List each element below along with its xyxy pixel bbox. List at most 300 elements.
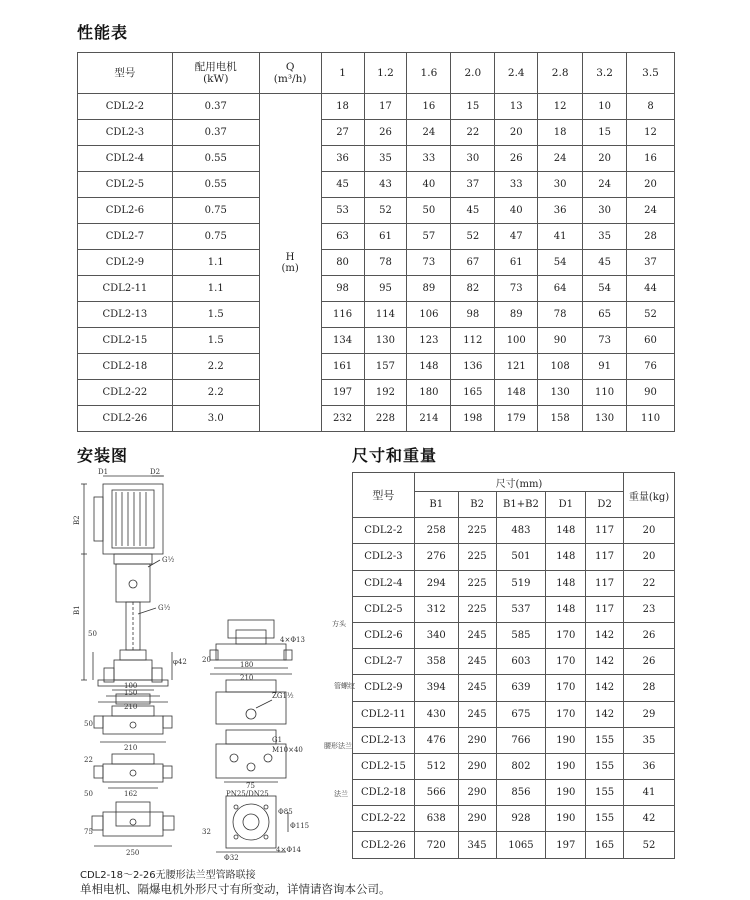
head-value-cell: 214 <box>407 406 451 432</box>
dimension-cell: 170 <box>546 622 586 648</box>
head-value-cell: 24 <box>583 172 627 198</box>
motor-cell: 1.1 <box>172 276 259 302</box>
dimension-cell: 190 <box>546 806 586 832</box>
dim-85: Φ85 <box>278 808 293 816</box>
dimension-cell: 170 <box>546 649 586 675</box>
dimension-cell: 766 <box>496 727 546 753</box>
table-row <box>78 302 675 328</box>
dimension-cell: 928 <box>496 806 546 832</box>
dim-115: Φ115 <box>290 822 310 830</box>
model-cell: CDL2-2 <box>353 518 415 544</box>
label-g2: G½ <box>158 604 171 612</box>
weight-cell: 41 <box>624 780 675 806</box>
head-value-cell: 47 <box>495 224 538 250</box>
head-value-cell: 36 <box>321 146 364 172</box>
head-value-cell: 8 <box>627 94 675 120</box>
head-value-cell: 198 <box>451 406 495 432</box>
dimension-cell: 585 <box>496 622 546 648</box>
flow-value: 3.2 <box>583 53 627 94</box>
head-value-cell: 134 <box>321 328 364 354</box>
model-cell: CDL2-18 <box>78 354 173 380</box>
dimension-cell: 1065 <box>496 832 546 858</box>
installation-note: 单相电机、隔爆电机外形尺寸有所变动，详情请咨询本公司。 <box>80 882 391 896</box>
dimension-cell: 603 <box>496 649 546 675</box>
weight-cell: 20 <box>624 518 675 544</box>
dimension-cell: 190 <box>546 753 586 779</box>
dimension-cell: 290 <box>458 727 496 753</box>
table-row <box>353 518 675 544</box>
dimension-cell: 639 <box>496 675 546 701</box>
head-value-cell: 50 <box>407 198 451 224</box>
head-value-cell: 98 <box>321 276 364 302</box>
head-value-cell: 61 <box>364 224 407 250</box>
dim-32b: Φ32 <box>224 854 239 862</box>
model-header: 型号 <box>78 53 173 94</box>
head-value-cell: 90 <box>627 380 675 406</box>
model-cell: CDL2-15 <box>353 753 415 779</box>
table-row <box>353 701 675 727</box>
head-value-cell: 63 <box>321 224 364 250</box>
head-value-cell: 80 <box>321 250 364 276</box>
dim-4x13: 4×Φ13 <box>280 636 305 644</box>
label-g1b: G1 <box>272 736 283 744</box>
model-cell: CDL2-4 <box>78 146 173 172</box>
table-row <box>353 675 675 701</box>
head-value-cell: 15 <box>583 120 627 146</box>
flow-value: 2.0 <box>451 53 495 94</box>
dim-210b: 210 <box>124 744 138 752</box>
dimension-cell: 245 <box>458 622 496 648</box>
model-cell: CDL2-3 <box>353 544 415 570</box>
flow-value: 2.8 <box>538 53 583 94</box>
table-row <box>353 832 675 858</box>
dims-col-d2: D2 <box>586 492 624 518</box>
dimension-cell: 512 <box>414 753 458 779</box>
label-thread: 管螺纹 <box>334 682 355 690</box>
model-cell: CDL2-11 <box>353 701 415 727</box>
head-value-cell: 16 <box>407 94 451 120</box>
weight-cell: 26 <box>624 622 675 648</box>
dim-b2: B2 <box>73 515 81 525</box>
head-value-cell: 89 <box>495 302 538 328</box>
head-value-cell: 45 <box>321 172 364 198</box>
dims-weight-header: 重量(kg) <box>624 473 675 518</box>
dimension-cell: 483 <box>496 518 546 544</box>
label-zg: ZG1½ <box>272 692 294 700</box>
dim-4x14: 4×Φ14 <box>276 846 301 854</box>
dim-d1: D1 <box>98 468 109 476</box>
dimension-cell: 675 <box>496 701 546 727</box>
model-cell: CDL2-15 <box>78 328 173 354</box>
dim-250: 250 <box>126 849 140 857</box>
label-oval: 腰形法兰 <box>324 742 352 750</box>
model-cell: CDL2-13 <box>353 727 415 753</box>
dimension-cell: 802 <box>496 753 546 779</box>
head-value-cell: 15 <box>451 94 495 120</box>
dimension-cell: 501 <box>496 544 546 570</box>
head-value-cell: 18 <box>538 120 583 146</box>
head-value-cell: 37 <box>451 172 495 198</box>
model-cell: CDL2-22 <box>353 806 415 832</box>
installation-drawing <box>73 462 366 862</box>
model-cell: CDL2-4 <box>353 570 415 596</box>
weight-cell: 42 <box>624 806 675 832</box>
head-value-cell: 16 <box>627 146 675 172</box>
dim-75b: 75 <box>246 782 255 790</box>
head-value-cell: 37 <box>627 250 675 276</box>
motor-cell: 2.2 <box>172 380 259 406</box>
head-value-cell: 33 <box>495 172 538 198</box>
table-row <box>78 172 675 198</box>
motor-cell: 0.75 <box>172 198 259 224</box>
model-cell: CDL2-26 <box>353 832 415 858</box>
dim-22: 22 <box>84 756 93 764</box>
model-cell: CDL2-26 <box>78 406 173 432</box>
head-value-cell: 30 <box>583 198 627 224</box>
head-value-cell: 20 <box>583 146 627 172</box>
head-value-cell: 73 <box>407 250 451 276</box>
head-value-cell: 57 <box>407 224 451 250</box>
head-value-cell: 22 <box>451 120 495 146</box>
table-row <box>353 570 675 596</box>
head-value-cell: 52 <box>627 302 675 328</box>
dim-d2: D2 <box>150 468 161 476</box>
model-cell: CDL2-9 <box>353 675 415 701</box>
head-value-cell: 76 <box>627 354 675 380</box>
head-value-cell: 180 <box>407 380 451 406</box>
dimension-cell: 225 <box>458 544 496 570</box>
dimension-cell: 566 <box>414 780 458 806</box>
head-value-cell: 10 <box>583 94 627 120</box>
flow-value: 1.2 <box>364 53 407 94</box>
dimension-cell: 225 <box>458 518 496 544</box>
head-value-cell: 73 <box>495 276 538 302</box>
label-pn: PN25/DN25 <box>226 790 269 798</box>
motor-cell: 2.2 <box>172 354 259 380</box>
motor-cell: 0.55 <box>172 146 259 172</box>
head-value-cell: 106 <box>407 302 451 328</box>
head-value-cell: 197 <box>321 380 364 406</box>
motor-cell: 1.5 <box>172 302 259 328</box>
head-value-cell: 52 <box>451 224 495 250</box>
head-value-cell: 108 <box>538 354 583 380</box>
head-value-cell: 24 <box>407 120 451 146</box>
motor-header: 配用电机 (kW) <box>172 53 259 94</box>
head-value-cell: 24 <box>627 198 675 224</box>
install-heading: 安装图 <box>77 446 129 465</box>
weight-cell: 52 <box>624 832 675 858</box>
dimension-cell: 245 <box>458 701 496 727</box>
dimension-cell: 312 <box>414 596 458 622</box>
dim-32: 32 <box>202 828 211 836</box>
dims-heading: 尺寸和重量 <box>352 446 438 465</box>
dimension-cell: 165 <box>586 832 624 858</box>
head-value-cell: 24 <box>538 146 583 172</box>
dimension-cell: 155 <box>586 727 624 753</box>
head-value-cell: 232 <box>321 406 364 432</box>
head-value-cell: 53 <box>321 198 364 224</box>
dimension-cell: 117 <box>586 596 624 622</box>
dimension-cell: 225 <box>458 570 496 596</box>
head-value-cell: 228 <box>364 406 407 432</box>
head-value-cell: 18 <box>321 94 364 120</box>
dimension-cell: 170 <box>546 675 586 701</box>
dim-50b: 50 <box>84 720 93 728</box>
dims-header-row <box>353 473 675 492</box>
model-cell: CDL2-3 <box>78 120 173 146</box>
dimension-cell: 142 <box>586 701 624 727</box>
head-value-cell: 54 <box>583 276 627 302</box>
head-value-cell: 112 <box>451 328 495 354</box>
dimension-cell: 290 <box>458 806 496 832</box>
head-value-cell: 165 <box>451 380 495 406</box>
table-row <box>78 276 675 302</box>
performance-heading: 性能表 <box>77 23 129 42</box>
table-row <box>78 198 675 224</box>
head-value-cell: 61 <box>495 250 538 276</box>
label-g1: G½ <box>162 556 175 564</box>
head-value-cell: 116 <box>321 302 364 328</box>
head-value-cell: 60 <box>627 328 675 354</box>
weight-cell: 36 <box>624 753 675 779</box>
head-value-cell: 36 <box>538 198 583 224</box>
label-flange: 法兰 <box>334 790 348 798</box>
head-value-cell: 45 <box>583 250 627 276</box>
head-value-cell: 27 <box>321 120 364 146</box>
head-value-cell: 13 <box>495 94 538 120</box>
head-value-cell: 26 <box>495 146 538 172</box>
head-value-cell: 20 <box>495 120 538 146</box>
head-value-cell: 136 <box>451 354 495 380</box>
head-value-cell: 30 <box>451 146 495 172</box>
head-value-cell: 192 <box>364 380 407 406</box>
model-cell: CDL2-22 <box>78 380 173 406</box>
dims-col-b2: B2 <box>458 492 496 518</box>
model-cell: CDL2-13 <box>78 302 173 328</box>
motor-cell: 0.55 <box>172 172 259 198</box>
dimension-cell: 225 <box>458 596 496 622</box>
base-view-2 <box>94 694 172 742</box>
performance-header-row <box>78 53 675 94</box>
table-row <box>78 406 675 432</box>
head-value-cell: 12 <box>538 94 583 120</box>
dims-col-d1: D1 <box>546 492 586 518</box>
head-value-cell: 121 <box>495 354 538 380</box>
head-value-cell: 26 <box>364 120 407 146</box>
head-value-cell: 40 <box>495 198 538 224</box>
base-view-4 <box>92 802 174 846</box>
table-row <box>78 250 675 276</box>
dimension-cell: 117 <box>586 518 624 544</box>
head-value-cell: 78 <box>364 250 407 276</box>
head-value-cell: 157 <box>364 354 407 380</box>
dimension-cell: 148 <box>546 544 586 570</box>
model-cell: CDL2-5 <box>78 172 173 198</box>
head-value-cell: 82 <box>451 276 495 302</box>
dim-162: 162 <box>124 790 138 798</box>
dim-75: 75 <box>84 828 93 836</box>
dimension-cell: 245 <box>458 675 496 701</box>
dim-150: 150 <box>124 689 138 697</box>
head-value-cell: 161 <box>321 354 364 380</box>
table-row <box>78 380 675 406</box>
head-value-cell: 73 <box>583 328 627 354</box>
flow-value: 3.5 <box>627 53 675 94</box>
head-value-cell: 179 <box>495 406 538 432</box>
head-value-cell: 28 <box>627 224 675 250</box>
head-value-cell: 110 <box>627 406 675 432</box>
flow-value: 2.4 <box>495 53 538 94</box>
model-cell: CDL2-6 <box>78 198 173 224</box>
dimension-cell: 155 <box>586 780 624 806</box>
dim-180: 180 <box>240 661 254 669</box>
head-value-cell: 41 <box>538 224 583 250</box>
model-cell: CDL2-6 <box>353 622 415 648</box>
head-value-cell: 35 <box>364 146 407 172</box>
dimension-cell: 142 <box>586 622 624 648</box>
flow-value: 1 <box>321 53 364 94</box>
model-cell: CDL2-2 <box>78 94 173 120</box>
motor-cell: 3.0 <box>172 406 259 432</box>
motor-cell: 0.37 <box>172 94 259 120</box>
model-cell: CDL2-9 <box>78 250 173 276</box>
weight-cell: 23 <box>624 596 675 622</box>
dims-col-b1: B1 <box>414 492 458 518</box>
dims-col-b1b2: B1+B2 <box>496 492 546 518</box>
dimension-cell: 117 <box>586 544 624 570</box>
head-value-cell: 91 <box>583 354 627 380</box>
head-value-cell: 17 <box>364 94 407 120</box>
label-m10: M10×40 <box>272 746 303 754</box>
model-cell: CDL2-18 <box>353 780 415 806</box>
table-row <box>353 544 675 570</box>
weight-cell: 26 <box>624 649 675 675</box>
head-value-cell: 67 <box>451 250 495 276</box>
table-row <box>78 120 675 146</box>
model-cell: CDL2-5 <box>353 596 415 622</box>
performance-table <box>77 52 675 432</box>
weight-cell: 28 <box>624 675 675 701</box>
head-value-cell: 110 <box>583 380 627 406</box>
thread-view <box>216 680 286 724</box>
dimension-cell: 290 <box>458 780 496 806</box>
dimension-cell: 155 <box>586 806 624 832</box>
table-row <box>353 649 675 675</box>
dimension-cell: 117 <box>586 570 624 596</box>
head-value-cell: 64 <box>538 276 583 302</box>
flow-value: 1.6 <box>407 53 451 94</box>
head-value-cell: 123 <box>407 328 451 354</box>
head-value-cell: 130 <box>583 406 627 432</box>
head-value-cell: 40 <box>407 172 451 198</box>
dims-model-header: 型号 <box>353 473 415 518</box>
head-value-cell: 33 <box>407 146 451 172</box>
table-row <box>353 780 675 806</box>
head-value-cell: 98 <box>451 302 495 328</box>
table-row <box>353 806 675 832</box>
dimension-cell: 358 <box>414 649 458 675</box>
weight-cell: 29 <box>624 701 675 727</box>
weight-cell: 22 <box>624 570 675 596</box>
head-value-cell: 90 <box>538 328 583 354</box>
head-value-cell: 54 <box>538 250 583 276</box>
dimension-cell: 394 <box>414 675 458 701</box>
head-value-cell: 95 <box>364 276 407 302</box>
dims-table <box>352 472 675 859</box>
dims-size-header: 尺寸(mm) <box>414 473 623 492</box>
dim-b1: B1 <box>73 605 81 615</box>
dimension-cell: 142 <box>586 649 624 675</box>
label-square: 方头 <box>332 620 346 628</box>
table-row <box>78 354 675 380</box>
table-row <box>353 753 675 779</box>
head-value-cell: 148 <box>407 354 451 380</box>
weight-cell: 20 <box>624 544 675 570</box>
model-cell: CDL2-11 <box>78 276 173 302</box>
installation-caption: CDL2-18～2-26无腰形法兰型管路联接 <box>80 870 256 881</box>
dim-50c: 50 <box>84 790 93 798</box>
table-row <box>353 622 675 648</box>
head-value-cell: 35 <box>583 224 627 250</box>
weight-cell: 35 <box>624 727 675 753</box>
head-value-cell: 89 <box>407 276 451 302</box>
dimension-cell: 190 <box>546 727 586 753</box>
dimension-cell: 148 <box>546 570 586 596</box>
table-row <box>78 146 675 172</box>
table-row <box>78 224 675 250</box>
round-flange-view <box>216 796 288 852</box>
dim-210c: 210 <box>240 674 254 682</box>
dimension-cell: 340 <box>414 622 458 648</box>
head-value-cell: 100 <box>495 328 538 354</box>
dimension-cell: 258 <box>414 518 458 544</box>
head-value-cell: 52 <box>364 198 407 224</box>
dimension-cell: 476 <box>414 727 458 753</box>
head-value-cell: 130 <box>538 380 583 406</box>
head-value-cell: 78 <box>538 302 583 328</box>
dim-phi42: φ42 <box>173 658 187 666</box>
motor-cell: 1.5 <box>172 328 259 354</box>
table-row <box>353 596 675 622</box>
table-row <box>78 94 675 120</box>
head-value-cell: 20 <box>627 172 675 198</box>
dimension-cell: 345 <box>458 832 496 858</box>
dim-100: 100 <box>124 682 138 690</box>
dimension-cell: 197 <box>546 832 586 858</box>
dimension-cell: 290 <box>458 753 496 779</box>
flow-header: Q (m³/h) <box>259 53 321 94</box>
dimension-cell: 148 <box>546 596 586 622</box>
table-row <box>78 328 675 354</box>
dimension-cell: 638 <box>414 806 458 832</box>
dimension-cell: 430 <box>414 701 458 727</box>
head-value-cell: 158 <box>538 406 583 432</box>
head-value-cell: 12 <box>627 120 675 146</box>
dim-20: 20 <box>202 656 211 664</box>
dim-210: 210 <box>124 703 138 711</box>
dim-50: 50 <box>88 630 97 638</box>
head-value-cell: 114 <box>364 302 407 328</box>
dimension-cell: 190 <box>546 780 586 806</box>
head-label-cell: H (m) <box>259 94 321 432</box>
dimension-cell: 519 <box>496 570 546 596</box>
head-value-cell: 30 <box>538 172 583 198</box>
dimension-cell: 276 <box>414 544 458 570</box>
head-value-cell: 130 <box>364 328 407 354</box>
model-cell: CDL2-7 <box>353 649 415 675</box>
head-value-cell: 43 <box>364 172 407 198</box>
model-cell: CDL2-7 <box>78 224 173 250</box>
